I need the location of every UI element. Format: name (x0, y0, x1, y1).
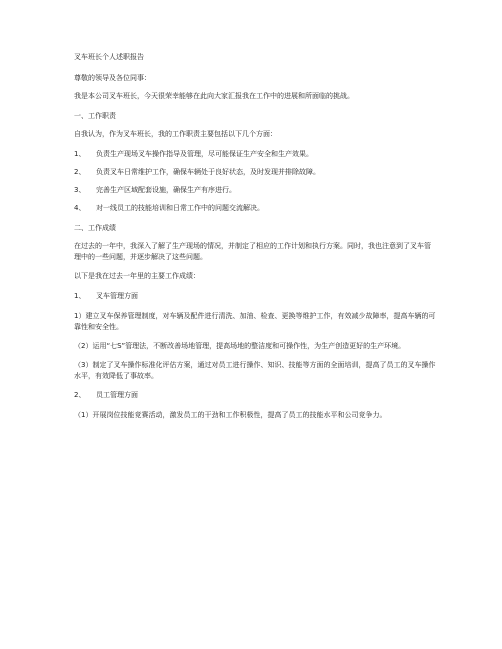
achievement-point: （2）运用“七S”管理法，不断改善场地管理，提高场地的整洁度和可操作性，为生产创造更好的生产环境。 (74, 342, 406, 350)
duty-item (74, 185, 436, 196)
document-title: 叉车班长个人述职报告 (74, 53, 144, 61)
duty-item-number: 2、 (74, 168, 86, 176)
subsection-title: 员工管理方面 (96, 391, 138, 399)
duty-item-number: 4、 (74, 204, 86, 212)
section1-heading: 一、工作职责 (74, 112, 116, 120)
section2-paragraph: 在过去的一年中，我深入了解了生产现场的情况，并制定了相应的工作计划和执行方案。同时，我也注意到了叉车管理中的一些问题，并逐步解决了这些问题。 (74, 242, 431, 261)
duty-item-text: 完善生产区域配套设施，确保生产有序进行。 (96, 186, 236, 194)
intro-paragraph: 我是本公司叉车班长，今天很荣幸能够在此向大家汇报我在工作中的进展和所面临的挑战。 (74, 92, 354, 100)
subsection-title: 叉车管理方面 (96, 292, 138, 300)
section1-lead: 自我认为，作为叉车班长，我的工作职责主要包括以下几个方面： (74, 130, 277, 138)
subsection-heading (74, 291, 436, 302)
achievement-point: （3）制定了叉车操作标准化评估方案，通过对员工进行操作、知识、技能等方面的全面培训，提高了员工的叉车操作水平，有效降低了事故率。 (74, 361, 436, 380)
duty-item-number: 3、 (74, 186, 86, 194)
subsection-heading (74, 390, 436, 401)
section2-heading: 二、工作成绩 (74, 224, 116, 232)
subsection-number: 1、 (74, 292, 86, 300)
section2-lead: 以下是我在过去一年里的主要工作成绩： (74, 272, 200, 280)
duty-item (74, 167, 436, 178)
subsection-number: 2、 (74, 391, 86, 399)
greeting: 尊敬的领导及各位同事： (74, 74, 151, 82)
duty-item-text: 对一线员工的技能培训和日常工作中的问题交流解决。 (96, 204, 264, 212)
achievement-point: 1）建立叉车保养管理制度，对车辆及配件进行清洗、加油、检查、更换等维护工作，有效减少故障率，提高车辆的可靠性和安全性。 (74, 312, 436, 331)
duty-item (74, 203, 436, 214)
duty-item-text: 负责叉车日常维护工作，确保车辆处于良好状态，及时发现并排除故障。 (96, 168, 320, 176)
duty-item-number: 1、 (74, 150, 86, 158)
duty-item (74, 149, 436, 160)
duty-item-text: 负责生产现场叉车操作指导及管理，尽可能保证生产安全和生产效果。 (96, 150, 313, 158)
achievement-point: （1）开展岗位技能竞赛活动，激发员工的干劲和工作积极性，提高了员工的技能水平和公司竞争力。 (74, 411, 387, 419)
